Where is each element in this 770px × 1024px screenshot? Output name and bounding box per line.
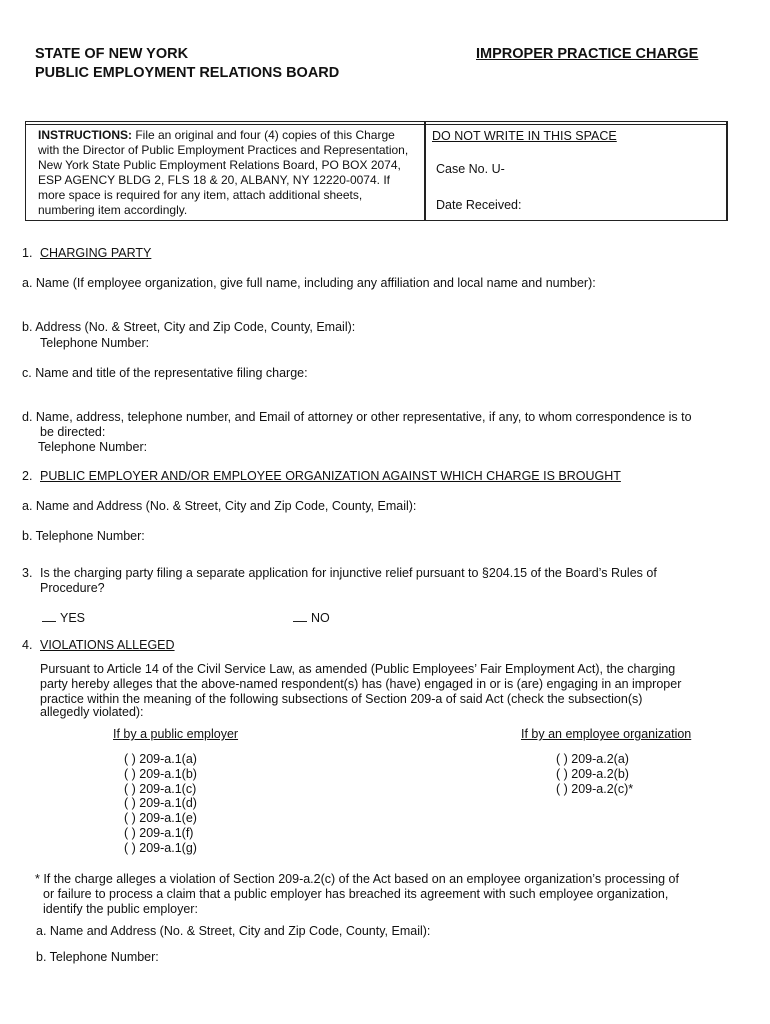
charging-party-name-field[interactable]: a. Name (If employee organization, give full name, including any affiliation and local name and number): bbox=[22, 276, 596, 290]
charging-party-telephone-field[interactable]: Telephone Number: bbox=[40, 336, 150, 350]
checkbox-209-a1a[interactable]: ( ) 209-a.1(a) bbox=[124, 752, 197, 766]
respondent-address-field[interactable]: a. Name and Address (No. & Street, City and Zip Code, County, Email): bbox=[22, 499, 417, 513]
no-checkbox[interactable] bbox=[293, 611, 307, 622]
checkbox-209-a1e[interactable]: ( ) 209-a.1(e) bbox=[124, 811, 197, 826]
instructions-text bbox=[38, 128, 418, 218]
section2-title: PUBLIC EMPLOYER AND/OR EMPLOYEE ORGANIZATION AGAINST WHICH CHARGE IS BROUGHT bbox=[40, 469, 621, 483]
section3-question: Is the charging party filing a separate application for injunctive relief pursuant to §204.15 of the Board’s Rules of bbox=[40, 566, 657, 580]
footnote-line2: or failure to process a claim that a public employer has breached its agreement with such employee organization, bbox=[43, 887, 669, 901]
section2-number: 2. bbox=[22, 469, 33, 483]
form-title: IMPROPER PRACTICE CHARGE bbox=[476, 46, 699, 62]
instructions-body: File an original and four (4) copies of this Charge with the Director of Public Employment Practices and Representation, New York State Public Employment Relations Board, PO BOX 2074, ESP AGENCY BLDG 2, FLS 18 & 20, ALBANY, NY 12220-0074. If more space is required for any item, attach additional sheets, numbering item accordingly. bbox=[38, 128, 409, 217]
violations-paragraph-line1: Pursuant to Article 14 of the Civil Service Law, as amended (Public Employees’ Fair Employment Act), the charging bbox=[40, 662, 676, 676]
charging-party-address-field[interactable]: b. Address (No. & Street, City and Zip Code, County, Email): bbox=[22, 320, 356, 334]
public-employer-address-field[interactable]: a. Name and Address (No. & Street, City and Zip Code, County, Email): bbox=[36, 924, 431, 938]
case-number-field[interactable]: Case No. U- bbox=[436, 162, 505, 176]
instructions-label: INSTRUCTIONS: bbox=[38, 128, 132, 142]
org-heading: If by an employee organization bbox=[521, 727, 692, 741]
org-checklist bbox=[556, 752, 633, 796]
state-heading: STATE OF NEW YORK bbox=[35, 46, 189, 62]
box-divider bbox=[424, 122, 426, 220]
employer-checklist bbox=[124, 752, 197, 856]
yes-option[interactable] bbox=[42, 611, 85, 625]
checkbox-209-a2b[interactable]: ( ) 209-a.2(b) bbox=[556, 766, 629, 781]
checkbox-209-a1g[interactable]: ( ) 209-a.1(g) bbox=[124, 840, 197, 855]
representative-name-field[interactable]: c. Name and title of the representative filing charge: bbox=[22, 366, 308, 380]
yes-checkbox[interactable] bbox=[42, 611, 56, 622]
checkbox-209-a1f[interactable]: ( ) 209-a.1(f) bbox=[124, 825, 194, 840]
violations-paragraph-line2: party hereby alleges that the above-named respondent(s) has (have) engaged in or is (are) engaging in an improper bbox=[40, 677, 682, 691]
yes-label: YES bbox=[60, 611, 86, 625]
respondent-telephone-field[interactable]: b. Telephone Number: bbox=[22, 529, 145, 543]
checkbox-209-a1d[interactable]: ( ) 209-a.1(d) bbox=[124, 796, 197, 811]
date-received-field[interactable]: Date Received: bbox=[436, 198, 522, 212]
violations-paragraph-line3: practice within the meaning of the following subsections of Section 209-a of said Act (check the subsection(s) bbox=[40, 692, 643, 706]
section3-number: 3. bbox=[22, 566, 33, 580]
no-option[interactable] bbox=[293, 611, 330, 625]
checkbox-209-a2c[interactable]: ( ) 209-a.2(c)* bbox=[556, 781, 634, 796]
attorney-field-cont: be directed: bbox=[40, 425, 106, 439]
section4-title: VIOLATIONS ALLEGED bbox=[40, 638, 175, 652]
board-heading: PUBLIC EMPLOYMENT RELATIONS BOARD bbox=[35, 65, 340, 81]
section1-title: CHARGING PARTY bbox=[40, 246, 152, 260]
office-use-title: DO NOT WRITE IN THIS SPACE bbox=[432, 129, 617, 143]
attorney-telephone-field[interactable]: Telephone Number: bbox=[38, 440, 148, 454]
public-employer-telephone-field[interactable]: b. Telephone Number: bbox=[36, 950, 159, 964]
checkbox-209-a2a[interactable]: ( ) 209-a.2(a) bbox=[556, 752, 629, 766]
checkbox-209-a1b[interactable]: ( ) 209-a.1(b) bbox=[124, 766, 197, 781]
employer-heading: If by a public employer bbox=[113, 727, 239, 741]
section1-number: 1. bbox=[22, 246, 33, 260]
instructions-box bbox=[25, 121, 728, 221]
footnote-line3: identify the public employer: bbox=[43, 902, 198, 916]
no-label: NO bbox=[311, 611, 330, 625]
section3-question-cont: Procedure? bbox=[40, 581, 105, 595]
section4-number: 4. bbox=[22, 638, 33, 652]
violations-paragraph-line4: allegedly violated): bbox=[40, 705, 144, 719]
footnote-line1: * If the charge alleges a violation of Section 209-a.2(c) of the Act based on an employee organization’s processing of bbox=[35, 872, 679, 886]
attorney-field[interactable]: d. Name, address, telephone number, and Email of attorney or other representative, if any, to whom correspondence is to bbox=[22, 410, 692, 424]
double-rule bbox=[26, 124, 726, 125]
checkbox-209-a1c[interactable]: ( ) 209-a.1(c) bbox=[124, 781, 197, 796]
